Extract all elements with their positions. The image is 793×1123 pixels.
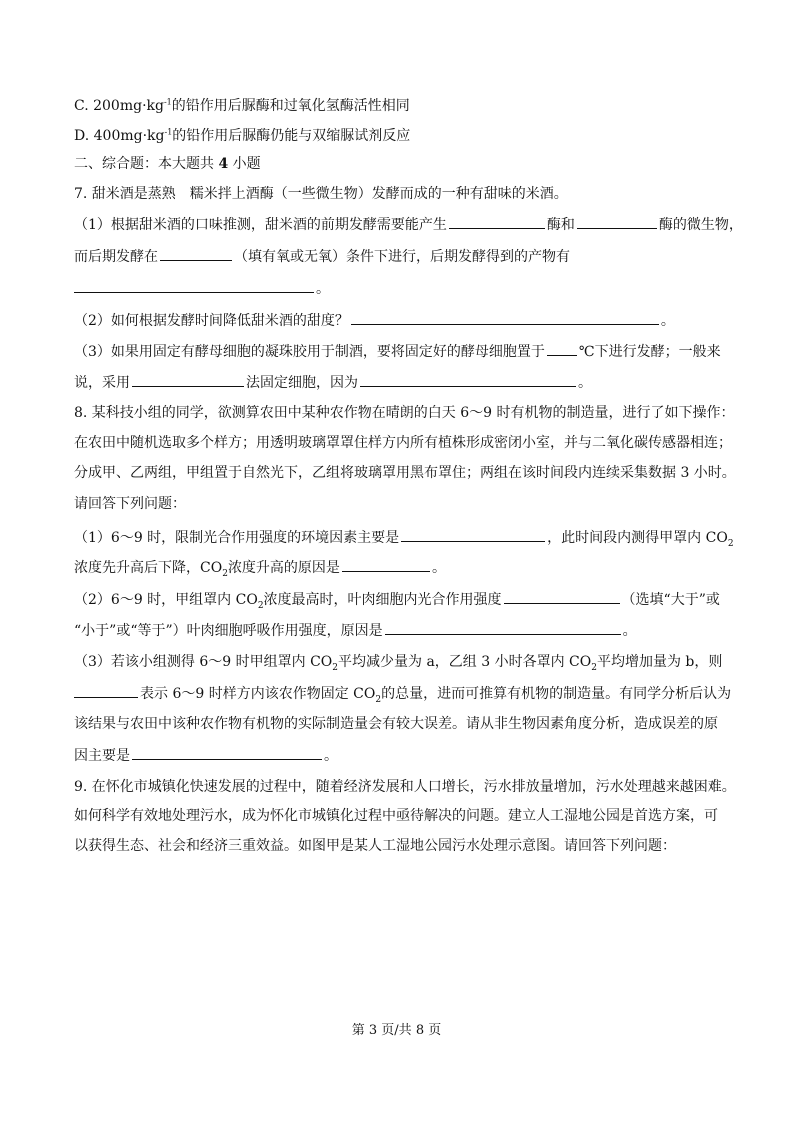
q8-p2-text-a: （2）6～9 时，甲组罩内 CO [74, 592, 258, 608]
q9-stem-text-1: 9. 在怀化市城镇化快速发展的过程中，随着经济发展和人口增长，污水排放量增加，污水处理越来越困难。 [74, 779, 736, 795]
q9-stem-line3 [74, 836, 676, 856]
q7-p3-text-b: ℃下进行发酵；一般来 [578, 344, 721, 360]
q8-p2-end: 。 [622, 623, 637, 639]
page-footer [0, 1022, 793, 1040]
q8-stem-line3 [74, 463, 736, 483]
q8-p1-text-c: 浓度先升高后下降，CO [74, 560, 223, 576]
q7-part1-line1 [74, 214, 743, 234]
option-c-text: 的铅作用后脲酶和过氧化氢酶活性相同 [171, 98, 410, 114]
q8-p3-text-e: 的总量，进而可推算有机物的制造量。有同学分析后认为 [381, 686, 732, 702]
q7-p1-blank-2[interactable] [577, 214, 657, 229]
q9-stem-line2 [74, 806, 718, 826]
q8-p2-blank-1[interactable] [504, 589, 620, 604]
q7-p2-end: 。 [660, 313, 675, 329]
q8-part3-line1 [74, 652, 722, 672]
q7-p1-text-a: （1）根据甜米酒的口味推测，甜米酒的前期发酵需要能产生 [74, 217, 447, 233]
q8-p1-blank-1[interactable] [401, 527, 545, 542]
q8-part3-line3 [74, 714, 718, 734]
q8-p2-text-d: “小于”或“等于”）叶肉细胞呼吸作用强度，原因是 [74, 623, 383, 639]
q7-part1-line3 [74, 278, 330, 298]
q8-stem-text-3: 分成甲、乙两组，甲组置于自然光下，乙组将玻璃罩用黑布罩住；两组在该时间段内连续采集数据 3 小时。 [74, 465, 736, 481]
q8-part3-line2 [74, 683, 731, 703]
q8-part1-line1 [74, 527, 734, 547]
q8-part2-line2 [74, 620, 637, 640]
q7-p2-blank[interactable] [351, 310, 659, 325]
option-d-prefix: D. 400mg·kg [74, 128, 165, 144]
q8-p3-sub-2: 2 [591, 662, 597, 673]
q8-p3-text-b: 平均减少量为 a，乙组 3 小时各罩内 CO [338, 654, 592, 670]
q9-stem-line1 [74, 777, 736, 797]
q7-p1-end: 。 [316, 281, 330, 297]
q8-p2-sub: 2 [257, 600, 264, 611]
q7-p2-text: （2）如何根据发酵时间降低甜米酒的甜度？ [74, 313, 349, 329]
q7-p1-text-d: 而后期发酵在 [74, 249, 158, 265]
page-number: 第 3 页/共 8 页 [351, 1023, 442, 1038]
q7-p3-text-d: 法固定细胞，因为 [246, 375, 358, 391]
option-d-text: 的铅作用后脲酶仍能与双缩脲试剂反应 [172, 128, 411, 144]
q8-p3-text-a: （3）若该小组测得 6～9 时甲组罩内 CO [74, 654, 333, 670]
q7-part3-line2 [74, 372, 592, 392]
q7-part1-line2 [74, 246, 570, 266]
q7-p1-text-b: 酶和 [546, 217, 575, 233]
q8-p1-blank-2[interactable] [342, 557, 430, 572]
section-heading-text-b: 小题 [228, 156, 261, 172]
q8-p3-text-d: 表示 6～9 时样方内该农作物固定 CO [140, 686, 376, 702]
q8-p2-text-b: 浓度最高时，叶肉细胞内光合作用强度 [263, 592, 502, 608]
q8-p1-text-d: 浓度升高的原因是 [227, 560, 340, 576]
q8-stem-line2 [74, 433, 732, 453]
option-c [74, 96, 410, 116]
q7-p3-text-c: 说，采用 [74, 375, 130, 391]
q7-p3-end: 。 [578, 375, 592, 391]
q7-p1-blank-3[interactable] [160, 246, 232, 261]
q8-p3-end: 。 [324, 748, 338, 764]
q7-stem-text: 7. 甜米酒是蒸熟 糯米拌上酒酶（一些微生物）发酵而成的一种有甜味的米酒。 [74, 186, 568, 202]
q7-p1-blank-4[interactable] [74, 278, 314, 293]
q8-stem-line1 [74, 403, 735, 423]
q8-stem-text-4: 请回答下列问题： [74, 496, 186, 512]
q7-p3-blank-3[interactable] [360, 372, 576, 387]
q7-p1-blank-1[interactable] [449, 214, 545, 229]
q7-p3-blank-2[interactable] [132, 372, 244, 387]
q7-p3-text-a: （3）如果用固定有酵母细胞的凝珠胶用于制酒，要将固定好的酵母细胞置于 [74, 344, 545, 360]
section-heading-count: 4 [218, 156, 229, 172]
q8-p3-text-f: 该结果与农田中该种农作物有机物的实际制造量会有较大误差。请从非生物因素角度分析，造成误差的原 [74, 716, 718, 732]
q8-p3-sub-3: 2 [375, 694, 382, 705]
q8-p1-text-a: （1）6～9 时，限制光合作用强度的环境因素主要是 [74, 530, 400, 546]
q8-p3-sub-1: 2 [332, 662, 338, 673]
q8-stem-line4 [74, 494, 186, 514]
option-d-sup: -1 [164, 127, 173, 137]
q8-stem-text-1: 8. 某科技小组的同学，欲测算农田中某种农作物在晴朗的白天 6～9 时有机物的制造量，进行了如下操作： [74, 405, 735, 421]
q8-p3-blank-2[interactable] [132, 745, 322, 760]
q8-p1-text-b: ，此时间段内测得甲罩内 CO [547, 530, 728, 546]
q7-part2 [74, 310, 675, 330]
option-c-sup: -1 [163, 97, 172, 107]
q8-part2-line1 [74, 589, 720, 609]
q7-p1-text-c: 酶的微生物， [658, 217, 743, 233]
q8-p1-end: 。 [431, 560, 446, 576]
q8-part3-line4 [74, 745, 338, 765]
q8-p3-text-g: 因主要是 [74, 748, 130, 764]
q8-part1-line2 [74, 557, 446, 577]
q8-p1-sub-1: 2 [727, 538, 734, 549]
q7-part3-line1 [74, 341, 721, 361]
q8-p2-blank-2[interactable] [385, 620, 621, 635]
q8-p3-blank-1[interactable] [74, 683, 138, 698]
q8-p2-text-c: （选填“大于”或 [621, 592, 720, 608]
q8-p3-text-c: 平均增加量为 b，则 [596, 654, 723, 670]
q7-p3-blank-1[interactable] [547, 341, 577, 356]
q9-stem-text-2: 如何科学有效地处理污水，成为怀化市城镇化过程中亟待解决的问题。建立人工湿地公园是首选方案，可 [74, 808, 718, 824]
option-c-prefix: C. 200mg·kg [74, 98, 164, 114]
q7-stem [74, 184, 568, 204]
q7-p1-text-e: （填有氧或无氧）条件下进行，后期发酵得到的产物有 [234, 249, 570, 265]
q8-p1-sub-2: 2 [222, 568, 228, 579]
section-heading [74, 154, 261, 174]
section-heading-text-a: 二、综合题：本大题共 [74, 156, 219, 172]
q9-stem-text-3: 以获得生态、社会和经济三重效益。如图甲是某人工湿地公园污水处理示意图。请回答下列问题： [74, 838, 676, 854]
option-d [74, 126, 410, 146]
q8-stem-text-2: 在农田中随机选取多个样方；用透明玻璃罩罩住样方内所有植株形成密闭小室，并与二氧化碳传感器相连； [74, 435, 732, 451]
